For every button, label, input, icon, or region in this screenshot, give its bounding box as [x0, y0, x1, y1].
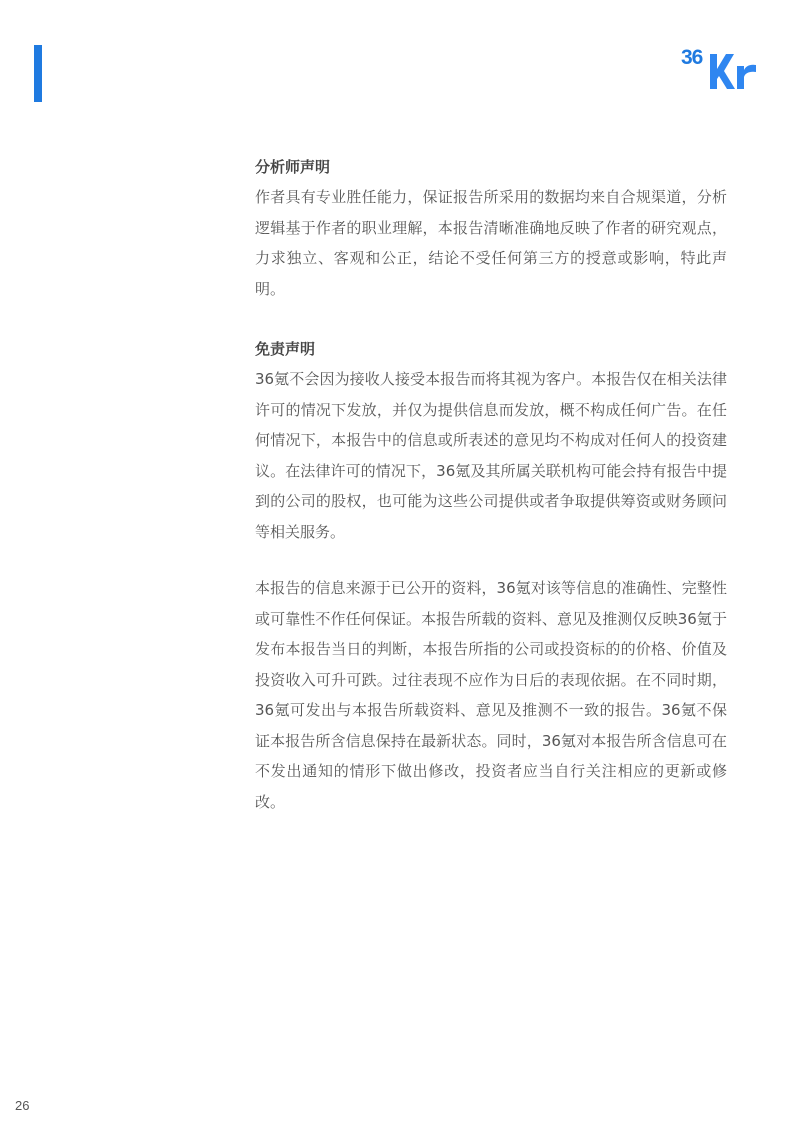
information-source-section [255, 573, 727, 817]
analyst-statement-heading: 分析师声明 [255, 158, 331, 176]
information-source-paragraph: 本报告的信息来源于已公开的资料，36氪对该等信息的准确性、完整性或可靠性不作任何保证。本报告所载的资料、意见及推测仅反映36氪于发布本报告当日的判断，本报告所指的公司或投资标的的价格、价值及投资收入可升可跌。过往表现不应作为日后的表现依据。在不同时期，36氪可发出与本报告所载资料、意见及推测不一致的报告。36氪不保证本报告所含信息保持在最新状态。同时，36氪对本报告所含信息可在不发出通知的情形下做出修改，投资者应当自行关注相应的更新或修改。 [255, 579, 727, 811]
page-number: 26 [15, 1098, 30, 1113]
analyst-statement-section [255, 152, 727, 304]
disclaimer-heading: 免责声明 [255, 340, 316, 358]
analyst-statement-paragraph: 作者具有专业胜任能力，保证报告所采用的数据均来自合规渠道，分析逻辑基于作者的职业理解，本报告清晰准确地反映了作者的研究观点，力求独立、客观和公正，结论不受任何第三方的授意或影响，特此声明。 [255, 188, 727, 298]
disclaimer-paragraph: 36氪不会因为接收人接受本报告而将其视为客户。本报告仅在相关法律许可的情况下发放，并仅为提供信息而发放，概不构成任何广告。在任何情况下，本报告中的信息或所表述的意见均不构成对任何人的投资建议。在法律许可的情况下，36氪及其所属关联机构可能会持有报告中提到的公司的股权，也可能为这些公司提供或者争取提供筹资或财务顾问等相关服务。 [255, 370, 727, 541]
disclaimer-section [255, 334, 727, 547]
header-accent-bar [34, 45, 42, 102]
36kr-logo [680, 44, 764, 92]
disclaimer-content [255, 152, 727, 817]
svg-text:36: 36 [681, 46, 703, 69]
